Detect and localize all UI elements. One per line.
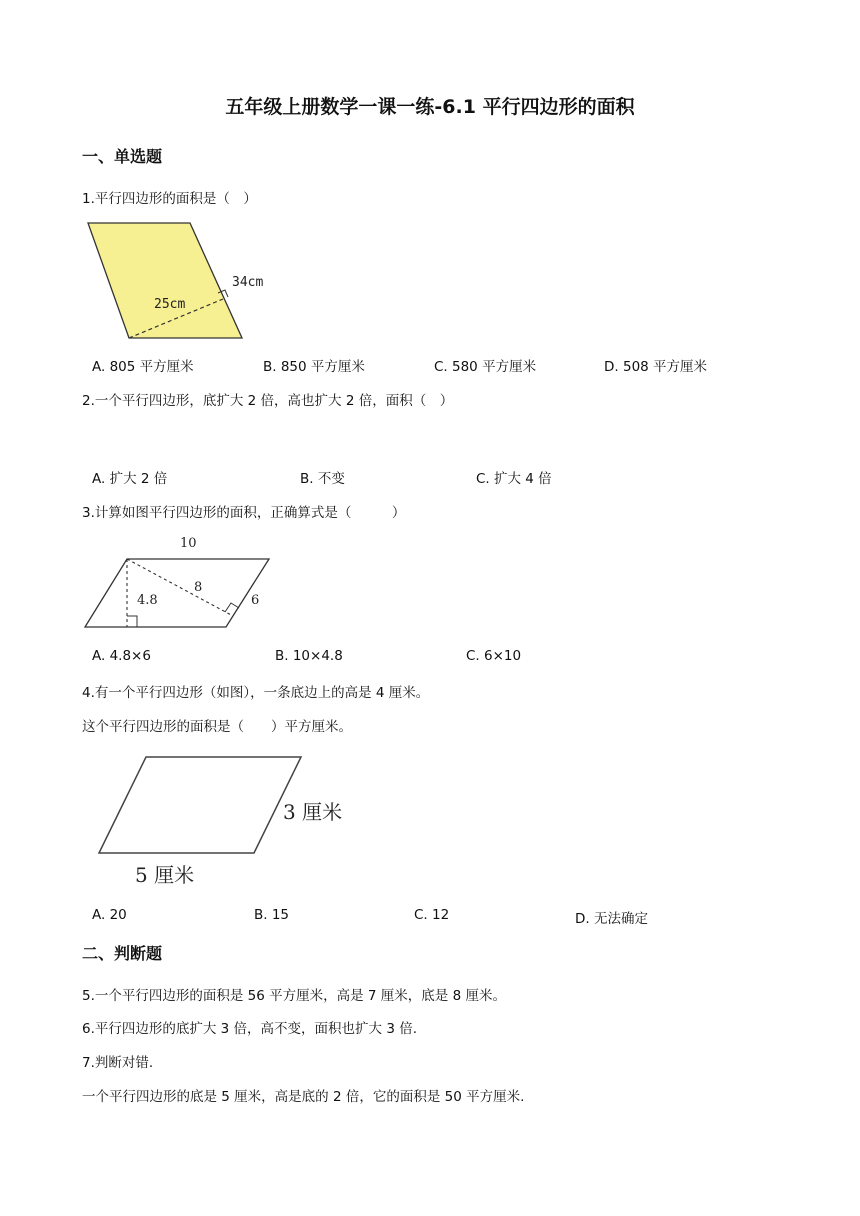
q1-option-a: A. 805 平方厘米 xyxy=(92,359,194,375)
question-4-line-2: 这个平行四边形的面积是（ ）平方厘米。 xyxy=(82,719,352,735)
q3-diag-label: 8 xyxy=(194,580,203,595)
question-7-line-2: 一个平行四边形的底是 5 厘米，高是底的 2 倍，它的面积是 50 平方厘米. xyxy=(82,1089,525,1105)
q3-height-label: 4.8 xyxy=(137,593,158,608)
question-4-figure xyxy=(82,748,362,893)
q4-base-label: 5 厘米 xyxy=(135,863,195,887)
section-heading-single-choice: 一、单选题 xyxy=(82,147,163,166)
question-1: 1.平行四边形的面积是（ ） xyxy=(82,191,257,207)
q1-diag-label: 25cm xyxy=(154,297,186,312)
question-5: 5.一个平行四边形的面积是 56 平方厘米，高是 7 厘米，底是 8 厘米。 xyxy=(82,988,506,1004)
q1-side-label: 34cm xyxy=(232,275,264,290)
q3-option-a: A. 4.8×6 xyxy=(92,648,151,664)
question-7-line-1: 7.判断对错. xyxy=(82,1055,154,1071)
question-3-figure xyxy=(82,530,282,640)
q1-parallelogram xyxy=(88,223,242,338)
q2-option-b: B. 不变 xyxy=(300,471,345,487)
q3-top-label: 10 xyxy=(180,536,197,551)
question-1-figure xyxy=(82,214,282,344)
question-4-line-1: 4.有一个平行四边形（如图），一条底边上的高是 4 厘米。 xyxy=(82,685,430,701)
question-3: 3.计算如图平行四边形的面积，正确算式是（ ） xyxy=(82,505,406,521)
q4-option-d: D. 无法确定 xyxy=(575,911,648,927)
question-2: 2.一个平行四边形，底扩大 2 倍，高也扩大 2 倍，面积（ ） xyxy=(82,393,454,409)
q3-option-c: C. 6×10 xyxy=(466,648,522,664)
q2-option-c: C. 扩大 4 倍 xyxy=(476,471,552,487)
q3-parallelogram xyxy=(85,559,269,627)
q1-option-d: D. 508 平方厘米 xyxy=(604,359,708,375)
q4-option-a: A. 20 xyxy=(92,907,127,923)
q3-side-label: 6 xyxy=(251,593,260,608)
q4-side-label: 3 厘米 xyxy=(283,800,343,824)
page-title: 五年级上册数学一课一练-6.1 平行四边形的面积 xyxy=(225,96,635,118)
q3-right-angle-mark-bottom xyxy=(127,616,137,627)
q1-option-c: C. 580 平方厘米 xyxy=(434,359,537,375)
section-heading-true-false: 二、判断题 xyxy=(82,944,163,963)
q3-option-b: B. 10×4.8 xyxy=(275,648,343,664)
q2-option-a: A. 扩大 2 倍 xyxy=(92,471,168,487)
q4-parallelogram xyxy=(99,757,301,853)
q1-option-b: B. 850 平方厘米 xyxy=(263,359,365,375)
q4-option-c: C. 12 xyxy=(414,907,450,923)
q4-option-b: B. 15 xyxy=(254,907,290,923)
question-6: 6.平行四边形的底扩大 3 倍，高不变，面积也扩大 3 倍. xyxy=(82,1021,418,1037)
